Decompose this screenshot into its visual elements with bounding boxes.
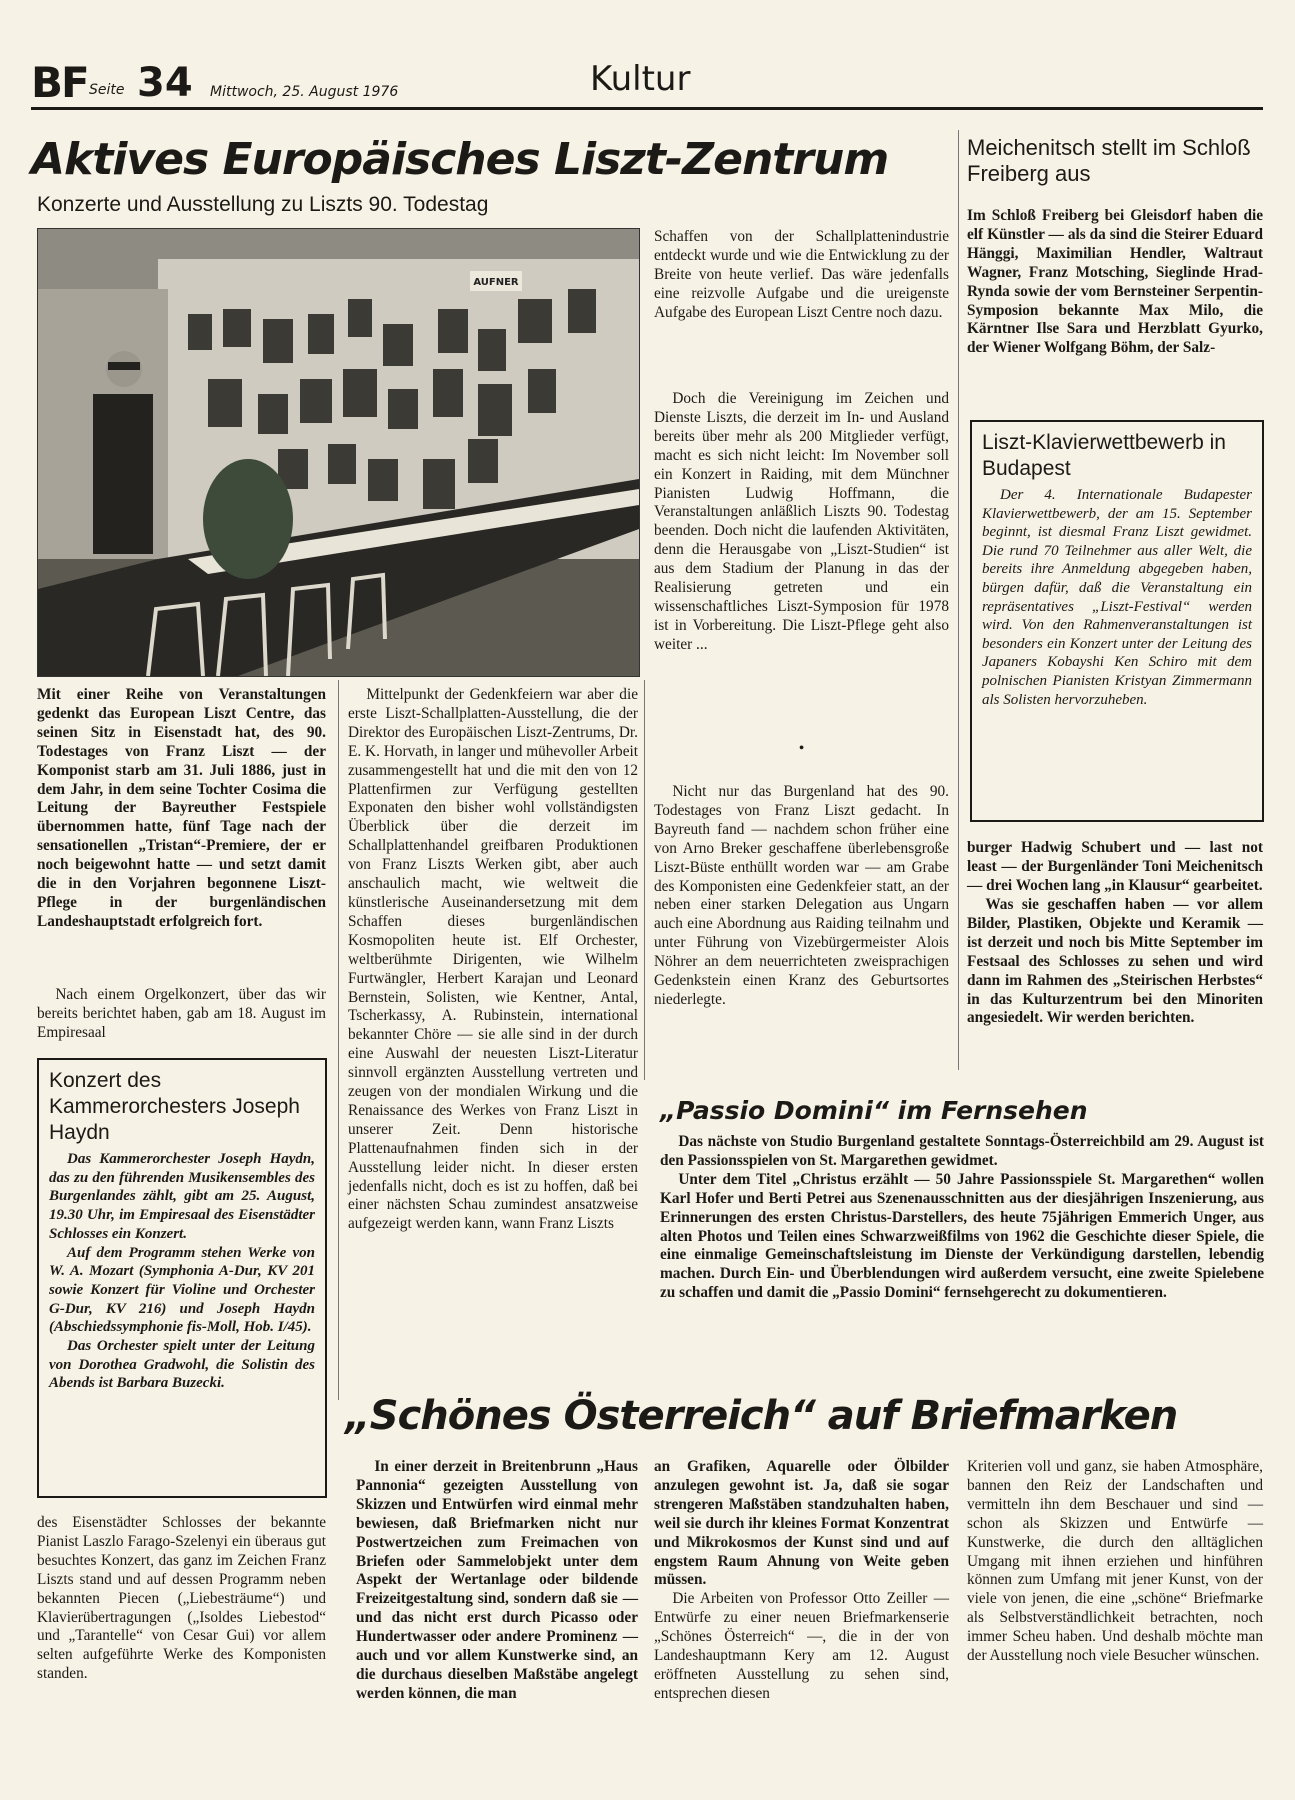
vereinigung-paragraph: Doch die Vereinigung im Zeichen und Dienste Liszts, die derzeit im In- und Ausland bereits über mehr als 200 Mitglieder verfügt, macht es sich nicht leicht: Im November soll ein Konzert in Raiding, mit dem Münchner Pianisten Ludwig Hoffmann, die Veranstaltungen anläßlich Liszts 90. Todestag beenden. Doch nicht die laufenden Aktivitäten, denn die Herausgabe von „Liszt-Studien“ ist aus dem Stadium der Planung in das der Realisierung getreten und ein wissenschaftliches Liszt-Symposion für 1978 ist in Vorbereitung. Die Liszt-Pflege geht also weiter ... xyxy=(654,390,949,653)
orgelkonzert-continuation: des Eisenstädter Schlosses der bekannte Pianist Laszlo Farago-Szelenyi ein überaus gut besuchtes Konzert, das ganz im Zeichen Franz Liszts stand und auf dessen Programm neben bekannten Piecen („Liebesträume“) und Klavierübertragungen („Isoldes Liebestod“ und „Tarantelle“ von Cesar Gui) vor allem selten aufgeführte Werke des Komponisten standen. xyxy=(37,1514,326,1683)
briefmarken-paragraph-3: Die Arbeiten von Professor Otto Zeiller — Entwürfe zu einer neuen Briefmarkenserie „Schönes Österreich“ —, die in der von Landeshauptmann Kery am 12. August eröffneten Ausstellung zu sehen sind, entsprechen diesen xyxy=(654,1590,949,1702)
section-separator: • xyxy=(798,740,805,757)
budapest-paragraph: Der 4. Internationale Budapester Klavierwettbewerb, der am 15. September beginnt, ist diesmal Franz Liszt gewidmet. Die rund 70 Teilnehmer aus aller Welt, die bereits ihre Anmeldung abgegeben haben, bürgen dafür, daß die Veranstaltung ein repräsentatives „Liszt-Festival“ werden wird. Von den Rahmenveranstaltungen ist besonders ein Konzert unter der Leitung des Japaners Kobayshi Ken Schiro mit dem polnischen Pianisten Kristyan Zimmermann als Solisten hervorzuheben. xyxy=(982,487,1252,708)
budapest-competition-box xyxy=(970,420,1264,822)
page-label: Seite xyxy=(89,82,125,98)
photo-caption: Mit einer Reihe von Veranstaltungen gedenkt das European Liszt Centre, das seinen Sitz in Eisenstadt hat, des 90. Todestages von Franz Liszt — der Komponist starb am 31. Juli 1886, just in dem Jahr, in dem seine Tochter Cosima die Leitung der Bayreuther Festspiele übernommen hatte, fünf Tage nach der sensationellen „Tristan“-Premiere, der er noch beigewohnt hatte — und setzt damit die in den Vorjahren begonnene Liszt-Pflege in der burgenländischen Landeshauptstadt erfolgreich fort. xyxy=(37,686,326,930)
passio-paragraph-2: Unter dem Titel „Christus erzählt — 50 Jahre Passionsspiele St. Margarethen“ wollen Karl Hofer und Berti Petrei aus Szenenausschnitten aus der diesjährigen Inszenierung, aus Erinnerungen des ersten Christus-Darstellers, des heute 75jährigen Emmerich Unger, aus alten Photos und Teilen eines Schwarzweißfilms von 1962 die Geschichte dieser Spiele, die eine einmalige Gemeinschaftsleistung im Dienste der Verkündigung darstellen, lebendig machen. Durch Ein- und Überblendungen wird außerdem versucht, eine zweite Spielebene zu schaffen und damit die „Passio Domini“ fernsehgerecht zu dokumentieren. xyxy=(660,1170,1264,1302)
passio-headline: „Passio Domini“ im Fernsehen xyxy=(660,1096,1088,1125)
haydn-paragraph-1: Das Kammerorchester Joseph Haydn, das zu den führenden Musikensembles des Burgenlandes zählt, gibt am 25. August, 19.30 Uhr, im Empiresaal des Eisenstädter Schlosses ein Konzert. xyxy=(49,1151,315,1242)
issue-date: Mittwoch, 25. August 1976 xyxy=(210,84,399,100)
liszt-subheadline: Konzerte und Ausstellung zu Liszts 90. Todestag xyxy=(37,193,489,216)
exhibition-photo-illustration xyxy=(38,229,639,676)
column-rule xyxy=(958,130,959,1070)
section-title: Kultur xyxy=(590,59,691,99)
page-header xyxy=(31,58,1263,110)
briefmarken-headline: „Schönes Österreich“ auf Briefmarken xyxy=(345,1393,1178,1439)
orgelkonzert-paragraph: Nach einem Orgelkonzert, über das wir bereits berichtet haben, gab am 18. August im Empiresaal xyxy=(37,986,326,1041)
meichenitsch-paragraph-1: Im Schloß Freiberg bei Gleisdorf haben die elf Künstler — als da sind die Steirer Eduard Hänggi, Maximilian Hendler, Waltraut Wagner, Franz Motsching, Sieglinde Hrad-Rynda sowie der vom Bernsteiner Serpentin-Symposion bekannte Max Milo, die Kärntner Ilse Sara und Herzblatt Gyurko, der Wiener Wolfgang Böhm, der Salz- xyxy=(967,207,1263,357)
liszt-headline: Aktives Europäisches Liszt-Zentrum xyxy=(31,134,889,185)
haydn-paragraph-3: Das Orchester spielt unter der Leitung von Dorothea Gradwohl, die Solistin des Abends ist Barbara Buzecki. xyxy=(49,1338,315,1392)
haydn-box-title: Konzert des Kammerorchesters Joseph Haydn xyxy=(49,1069,300,1144)
newspaper-logo: BF xyxy=(31,58,88,107)
schaffen-paragraph: Schaffen von der Schallplattenindustrie entdeckt wurde und wie die Entwicklung zu der Breite von heute verlief. Das wäre jedenfalls eine reizvolle Aufgabe und die ureigenste Aufgabe des European Liszt Centre noch dazu. xyxy=(654,228,949,321)
briefmarken-paragraph-2: an Grafiken, Aquarelle oder Ölbilder anzulegen gewohnt ist. Ja, daß sie sogar strengeren Maßstäben standzuhalten haben, weil sie durch ihr kleines Format Konzentrat und Mikrokosmos der Kunst sind und auf engstem Raum Ahnung von Weite geben müssen. xyxy=(654,1458,949,1589)
header-rule xyxy=(31,107,1263,110)
meichenitsch-paragraph-2: Was sie geschaffen haben — vor allem Bilder, Plastiken, Objekte und Keramik — ist derzeit und noch bis Mitte September im Festsaal des Schlosses zu sehen und wird dann im Rahmen des „Steirischen Herbstes“ in das Kulturzentrum bei den Minoriten angesiedelt. Wir werden berichten. xyxy=(967,896,1263,1027)
exhibition-photo xyxy=(37,228,640,677)
meichenitsch-continuation: burger Hadwig Schubert und — last not least — der Burgenländer Toni Meichenitsch — drei Wochen lang „in Klausur“ gearbeitet. xyxy=(967,839,1263,894)
haydn-concert-box xyxy=(37,1058,327,1498)
briefmarken-paragraph-1: In einer derzeit in Breitenbrunn „Haus Pannonia“ gezeigten Ausstellung von Skizzen und Entwürfen wird einmal mehr bewiesen, daß Briefmarken nicht nur Postwertzeichen zum Freimachen von Briefen oder Sammelobjekt unter dem Aspekt der Wertanlage oder bildende Freizeitgestaltung sind, sondern daß sie — und das nicht erst durch Picasso oder Hundertwasser oder andere Prominenz — auch und vor allem Kunstwerke sind, an die durchaus dieselben Maßstäbe angelegt werden können, die man xyxy=(356,1458,638,1702)
mittelpunkt-paragraph: Mittelpunkt der Gedenkfeiern war aber die erste Liszt-Schallplatten-Ausstellung, die der Direktor des Europäischen Liszt-Zentrums, Dr. E. K. Horvath, in langer und mühevoller Arbeit zusammengestellt hat und die mit den von 12 Plattenfirmen zur Verfügung gestellten Exponaten den bisher wohl vollständigsten Überblick über die derzeit im Schallplattenhandel greifbaren Produktionen von Franz Liszts Werken gibt, aber auch anschaulich macht, wie weltweit die künstlerische Auseinandersetzung mit dem Schaffen dieses burgenländischen Kosmopoliten heute ist. Elf Orchester, weltberühmte Dirigenten, wie Wilhelm Furtwängler, Herbert Karajan und Leonard Bernstein, Solisten, wie Kentner, Antal, Tscherkassy, A. Rubinstein, international bekannter Chöre — sie alle sind in der durch eine Auswahl der neuesten Liszt-Literatur sinnvoll ergänzten Ausstellung vertreten und zeugen von der mondialen Wirkung und die Renaissance des Werkes von Franz Liszt in unserer Zeit. Denn historische Plattenaufnahmen finden sich in der Ausstellung leider nicht. In dieser ersten jedenfalls nicht, doch es ist zu hoffen, daß bei einer nächsten Schau zumindest ansatzweise aufgezeigt werden kann, wann Franz Liszts xyxy=(348,686,638,1233)
photo-poster-text: AUFNER xyxy=(473,277,519,288)
page-number: 34 xyxy=(137,60,193,106)
bayreuth-paragraph: Nicht nur das Burgenland hat des 90. Todestages von Franz Liszt gedacht. In Bayreuth fand — nachdem schon früher eine von Arno Breker geschaffene überlebensgroße Liszt-Büste enthüllt worden war — am Grabe des Komponisten eine Gedenkfeier statt, an der neben einer starken Delegation aus Ungarn auch eine Abordnung aus Raiding teilnahm und unter Führung von Vizebürgermeister Alois Nöhrer an dem neuerrichteten zweisprachigen Gedenkstein einen Kranz des Geburtsortes niederlegte. xyxy=(654,783,949,1008)
budapest-box-title: Liszt-Klavierwettbewerb in Budapest xyxy=(982,431,1226,480)
column-rule xyxy=(644,680,645,1080)
haydn-paragraph-2: Auf dem Programm stehen Werke von W. A. Mozart (Symphonia A-Dur, KV 201 sowie Konzert für Violine und Orchester G-Dur, KV 216) und Joseph Haydn (Abschiedssymphonie fis-Moll, Hob. I/45). xyxy=(49,1244,315,1336)
briefmarken-paragraph-4: Kriterien voll und ganz, sie haben Atmosphäre, bannen den Reiz der Landschaften und vermitteln ihn dem Beschauer und sind — schon als Skizzen und Entwürfe — Kunstwerke, die durch den alltäglichen Umgang mit ihnen erziehen und hinführen können zum Umfang mit jener Kunst, von der viele von jenen, die eine „schöne“ Briefmarke als Selbstverständlichkeit betrachten, noch immer Scheu haben. Und deshalb möchte man der Ausstellung noch viele Besucher wünschen. xyxy=(967,1458,1263,1665)
column-rule xyxy=(338,680,339,1400)
passio-paragraph-1: Das nächste von Studio Burgenland gestaltete Sonntags-Österreichbild am 29. August ist den Passionsspielen von St. Margarethen gewidmet. xyxy=(660,1133,1264,1169)
meichenitsch-headline: Meichenitsch stellt im Schloß Freiberg aus xyxy=(967,135,1251,186)
